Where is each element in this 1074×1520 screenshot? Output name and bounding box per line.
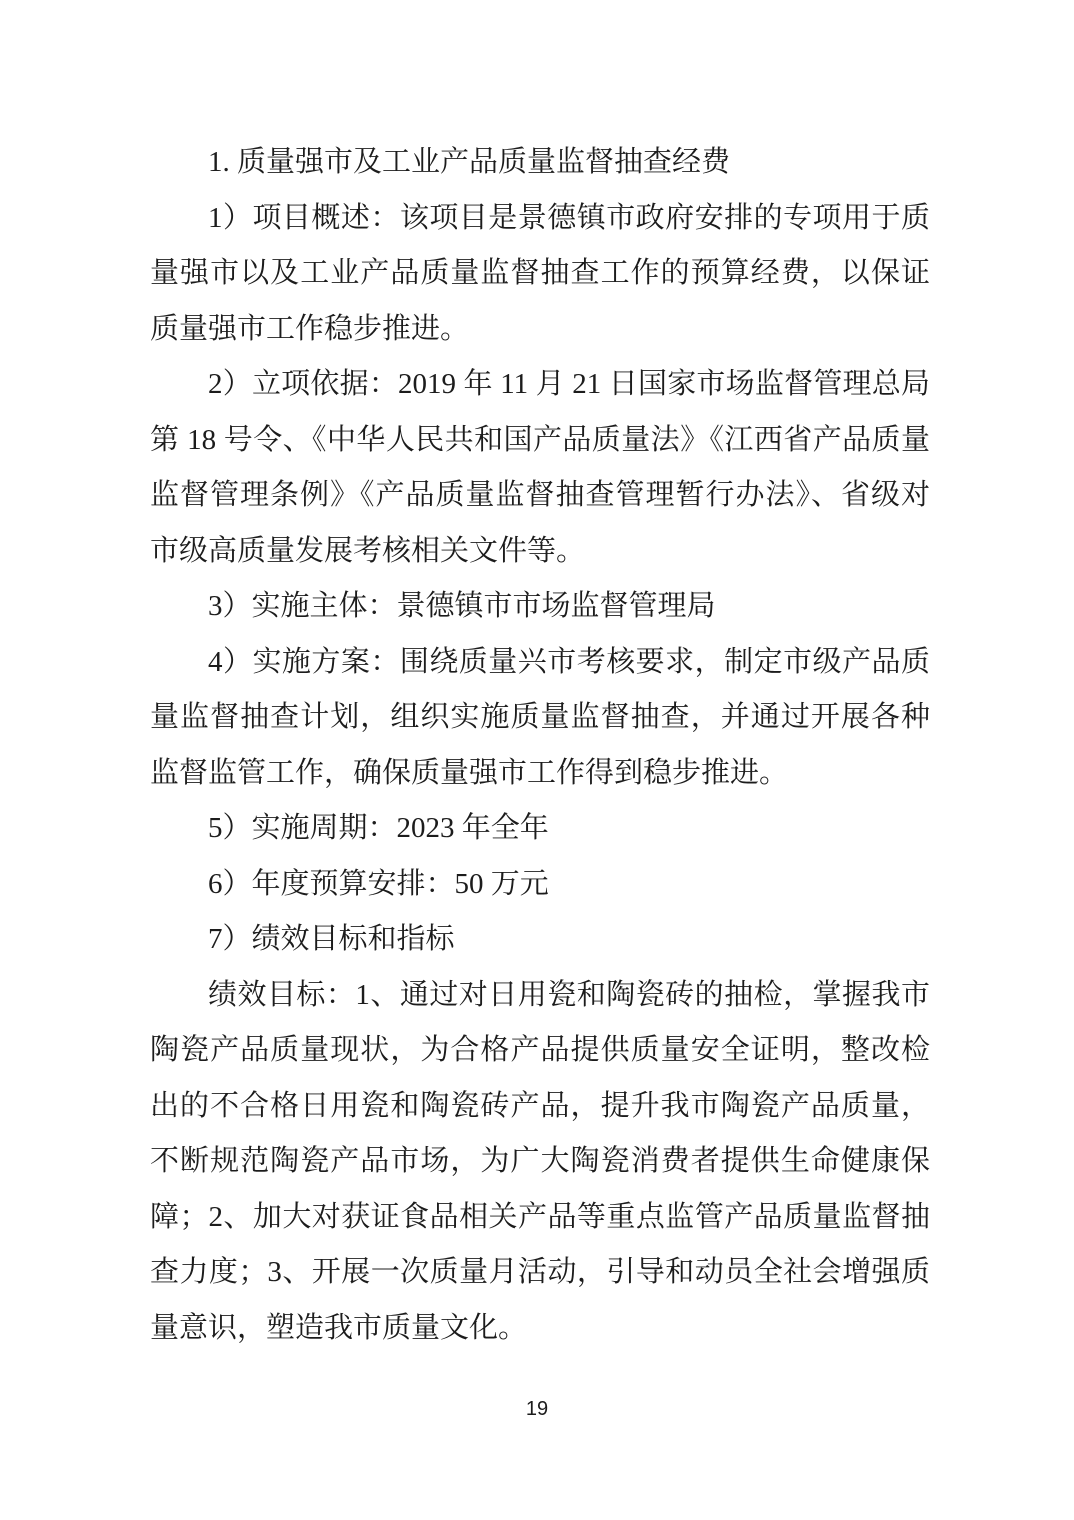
paragraph-implementation-period: 5）实施周期：2023 年全年 xyxy=(208,812,549,844)
page-number: 19 xyxy=(525,1398,549,1420)
paragraph-performance-heading: 7）绩效目标和指标 xyxy=(208,923,455,955)
paragraph-implementing-entity: 3）实施主体：景德镇市市场监督管理局 xyxy=(208,590,716,622)
paragraph-project-basis: 2）立项依据：2019 年 11 月 21 日国家市场监督管理总局第 18 号令、《中华人民共和国产品质量法》《江西省产品质量监督管理条例》《产品质量监督抽查管理暂行办法》、省级对市级高质量发展考核相关文件等。 xyxy=(150,368,930,567)
paragraph-project-overview: 1）项目概述：该项目是景德镇市政府安排的专项用于质量强市以及工业产品质量监督抽查工作的预算经费，以保证质量强市工作稳步推进。 xyxy=(150,201,930,345)
page-footer xyxy=(0,1398,1074,1421)
paragraph-annual-budget: 6）年度预算安排：50 万元 xyxy=(208,867,549,900)
document-body xyxy=(150,135,930,1356)
paragraph-performance-goals: 绩效目标：1、通过对日用瓷和陶瓷砖的抽检，掌握我市陶瓷产品质量现状，为合格产品提供质量安全证明，整改检出的不合格日用瓷和陶瓷砖产品，提升我市陶瓷产品质量，不断规范陶瓷产品市场，为广大陶瓷消费者提供生命健康保障；2、加大对获证食品相关产品等重点监管产品质量监督抽查力度；3、开展一次质量月活动，引导和动员全社会增强质量意识，塑造我市质量文化。 xyxy=(150,978,930,1344)
paragraph-title-item-1: 1. 质量强市及工业产品质量监督抽查经费 xyxy=(208,146,731,178)
paragraph-implementation-plan: 4）实施方案：围绕质量兴市考核要求，制定市级产品质量监督抽查计划，组织实施质量监督抽查，并通过开展各种监督监管工作，确保质量强市工作得到稳步推进。 xyxy=(150,645,930,789)
